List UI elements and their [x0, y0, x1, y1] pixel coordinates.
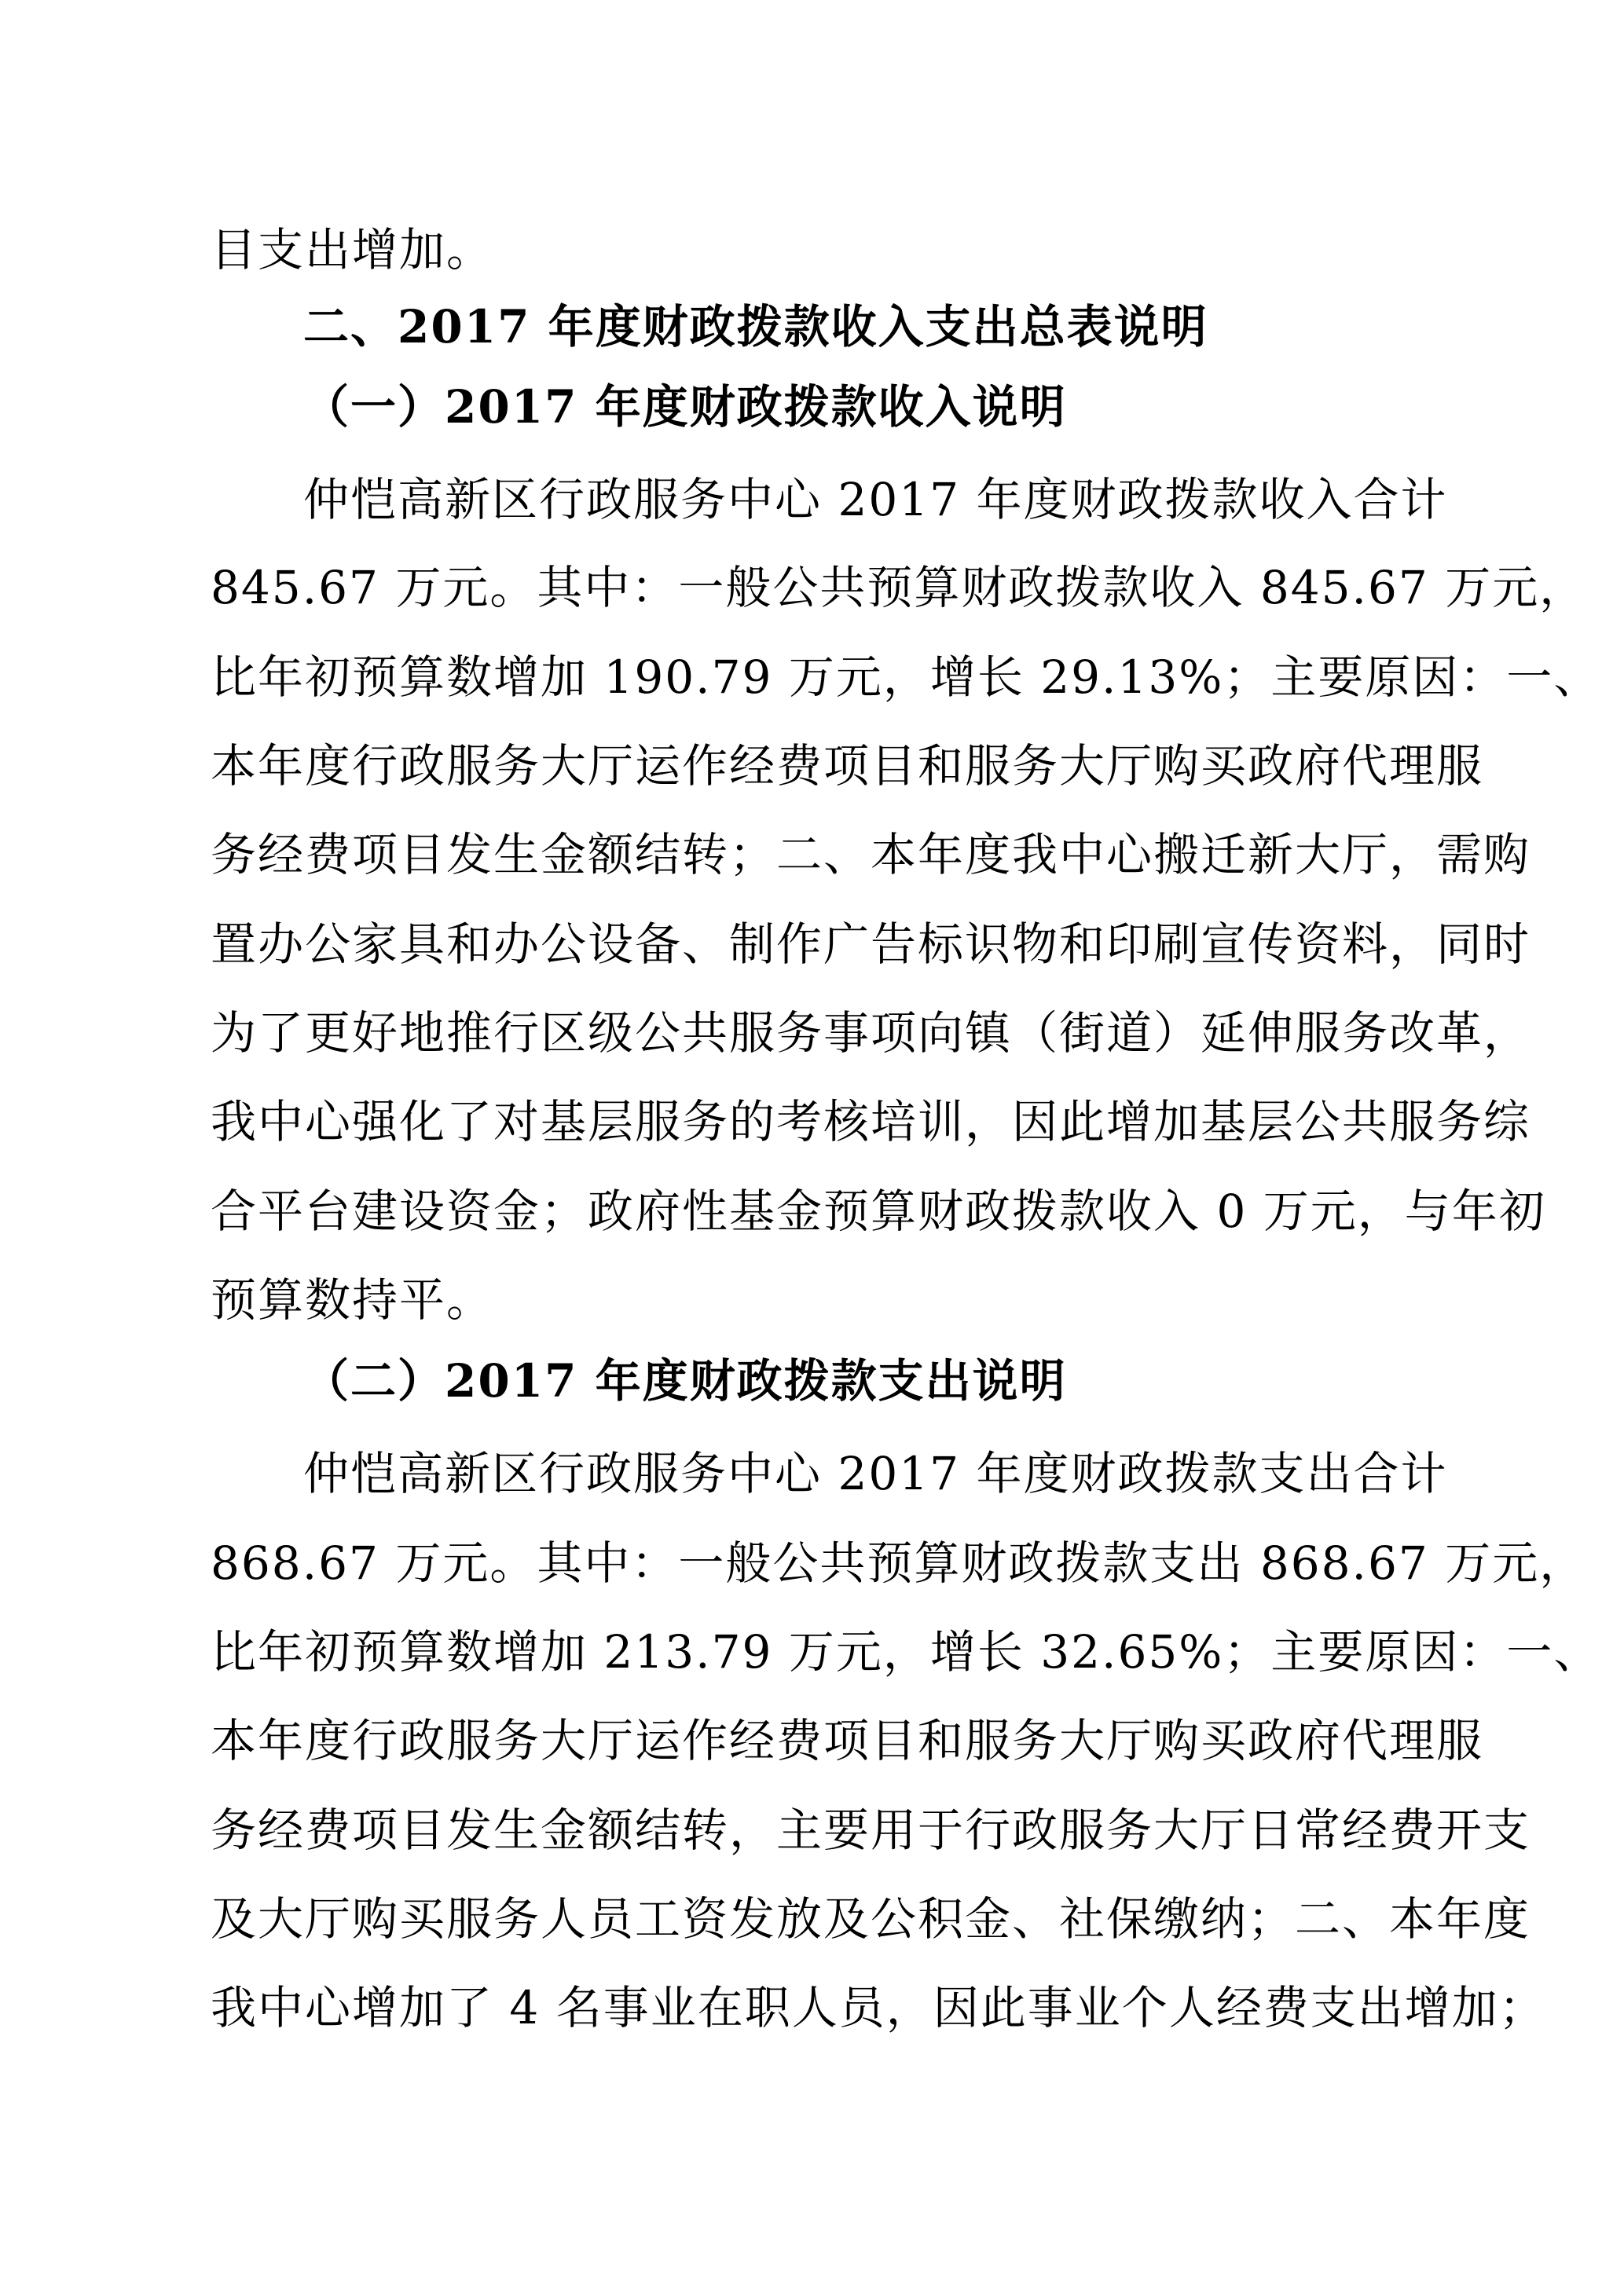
- expenditure-paragraph-line: 本年度行政服务大厅运作经费项目和服务大厅购买政府代理服: [211, 1714, 1484, 1767]
- income-paragraph-line: 比年初预算数增加 190.79 万元，增长 29.13%；主要原因：一、: [211, 650, 1601, 704]
- income-paragraph-line: 仲恺高新区行政服务中心 2017 年度财政拨款收入合计: [303, 473, 1448, 526]
- expenditure-paragraph-line: 仲恺高新区行政服务中心 2017 年度财政拨款支出合计: [303, 1447, 1448, 1500]
- subsection-heading-expenditure: （二）2017 年度财政拨款支出说明: [303, 1354, 1067, 1408]
- income-paragraph-line: 置办公家具和办公设备、制作广告标识物和印刷宣传资料，同时: [211, 917, 1531, 971]
- expenditure-paragraph-line: 及大厅购买服务人员工资发放及公积金、社保缴纳；二、本年度: [211, 1892, 1531, 1946]
- income-paragraph-line: 为了更好地推行区级公共服务事项向镇（街道）延伸服务改革，: [211, 1006, 1531, 1060]
- income-paragraph-line: 合平台建设资金；政府性基金预算财政拨款收入 0 万元，与年初: [211, 1185, 1546, 1238]
- subsection-heading-income: （一）2017 年度财政拨款收入说明: [303, 380, 1067, 434]
- expenditure-paragraph-line: 务经费项目发生金额结转，主要用于行政服务大厅日常经费开支: [211, 1803, 1531, 1857]
- paragraph-continuation-line: 目支出增加。: [211, 223, 494, 276]
- income-paragraph-line: 845.67 万元。其中：一般公共预算财政拨款收入 845.67 万元，: [211, 561, 1587, 614]
- expenditure-paragraph-line: 我中心增加了 4 名事业在职人员，因此事业个人经费支出增加；: [211, 1981, 1546, 2034]
- income-paragraph-line: 我中心强化了对基层服务的考核培训，因此增加基层公共服务综: [211, 1095, 1531, 1148]
- income-paragraph-line: 务经费项目发生金额结转；二、本年度我中心搬迁新大厅，需购: [211, 828, 1531, 881]
- income-paragraph-line: 本年度行政服务大厅运作经费项目和服务大厅购买政府代理服: [211, 739, 1484, 793]
- section-heading: 二、2017 年度财政拨款收入支出总表说明: [303, 300, 1208, 353]
- expenditure-paragraph-line: 比年初预算数增加 213.79 万元，增长 32.65%；主要原因：一、: [211, 1625, 1601, 1679]
- income-paragraph-line: 预算数持平。: [211, 1273, 494, 1327]
- expenditure-paragraph-line: 868.67 万元。其中：一般公共预算财政拨款支出 868.67 万元，: [211, 1536, 1587, 1590]
